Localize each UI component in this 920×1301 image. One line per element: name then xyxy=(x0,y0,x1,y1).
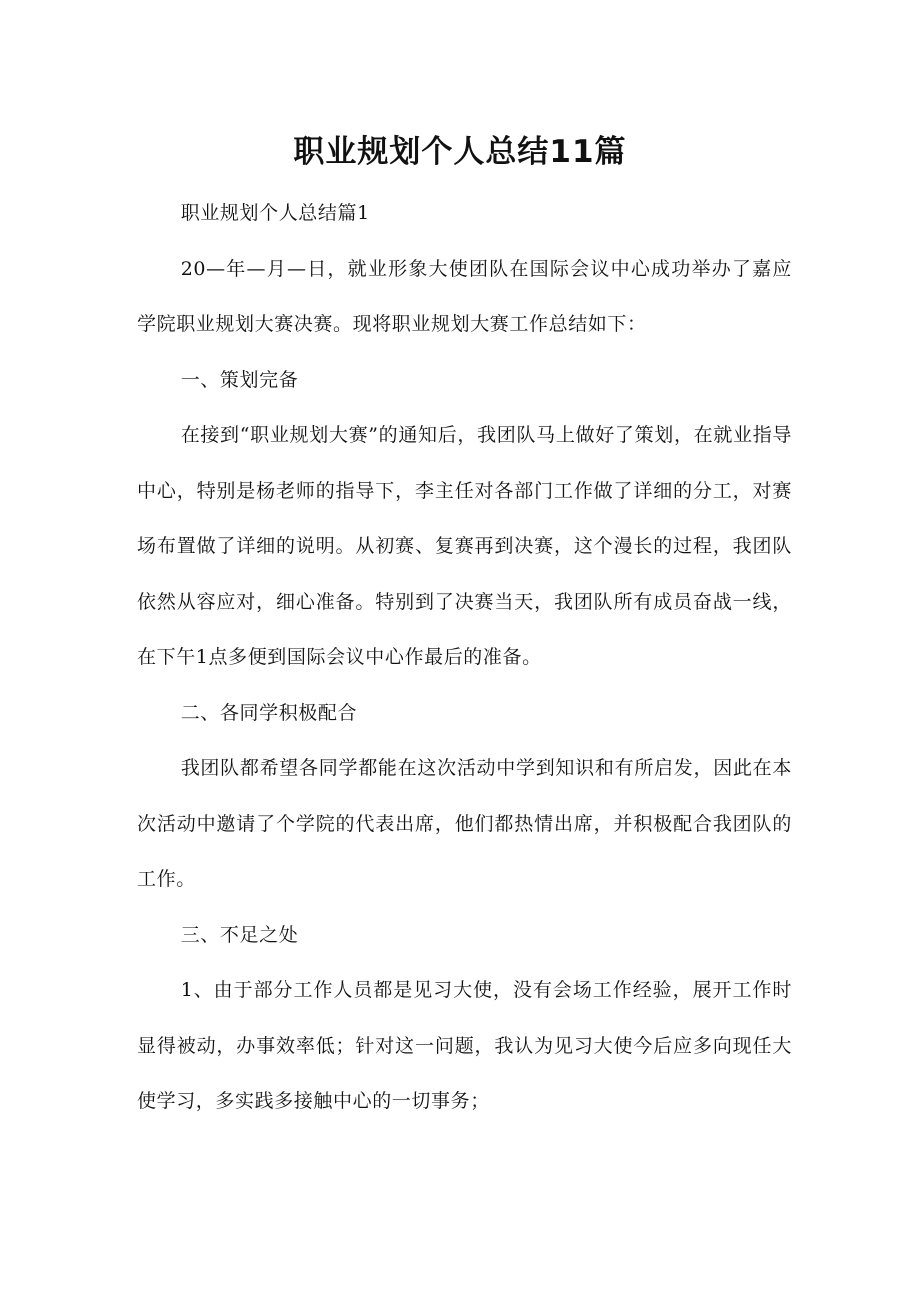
document-body xyxy=(137,186,792,1130)
paragraph: 我团队都希望各同学都能在这次活动中学到知识和有所启发，因此在本次活动中邀请了个学院的代表出席，他们都热情出席，并积极配合我团队的工作。 xyxy=(137,757,792,890)
paragraph: 1、由于部分工作人员都是见习大使，没有会场工作经验，展开工作时显得被动，办事效率低；针对这一问题，我认为见习大使今后应多向现任大使学习，多实践多接触中心的一切事务； xyxy=(137,979,792,1112)
section-heading: 三、不足之处 xyxy=(180,923,299,946)
paragraph: 20—年—月—日，就业形象大使团队在国际会议中心成功举办了嘉应学院职业规划大赛决赛。现将职业规划大赛工作总结如下： xyxy=(137,257,792,335)
section-heading: 二、各同学积极配合 xyxy=(180,701,358,724)
document-title: 职业规划个人总结11篇 xyxy=(293,134,627,170)
paragraph: 在接到“职业规划大赛”的通知后，我团队马上做好了策划，在就业指导中心，特别是杨老师的指导下，李主任对各部门工作做了详细的分工，对赛场布置做了详细的说明。从初赛、复赛再到决赛，这个漫长的过程，我团队依然从容应对，细心准备。特别到了决赛当天，我团队所有成员奋战一线，在下午1点多便到国际会议中心作最后的准备。 xyxy=(137,424,792,668)
section-heading: 职业规划个人总结篇1 xyxy=(180,202,370,224)
section-heading: 一、策划完备 xyxy=(180,368,299,391)
